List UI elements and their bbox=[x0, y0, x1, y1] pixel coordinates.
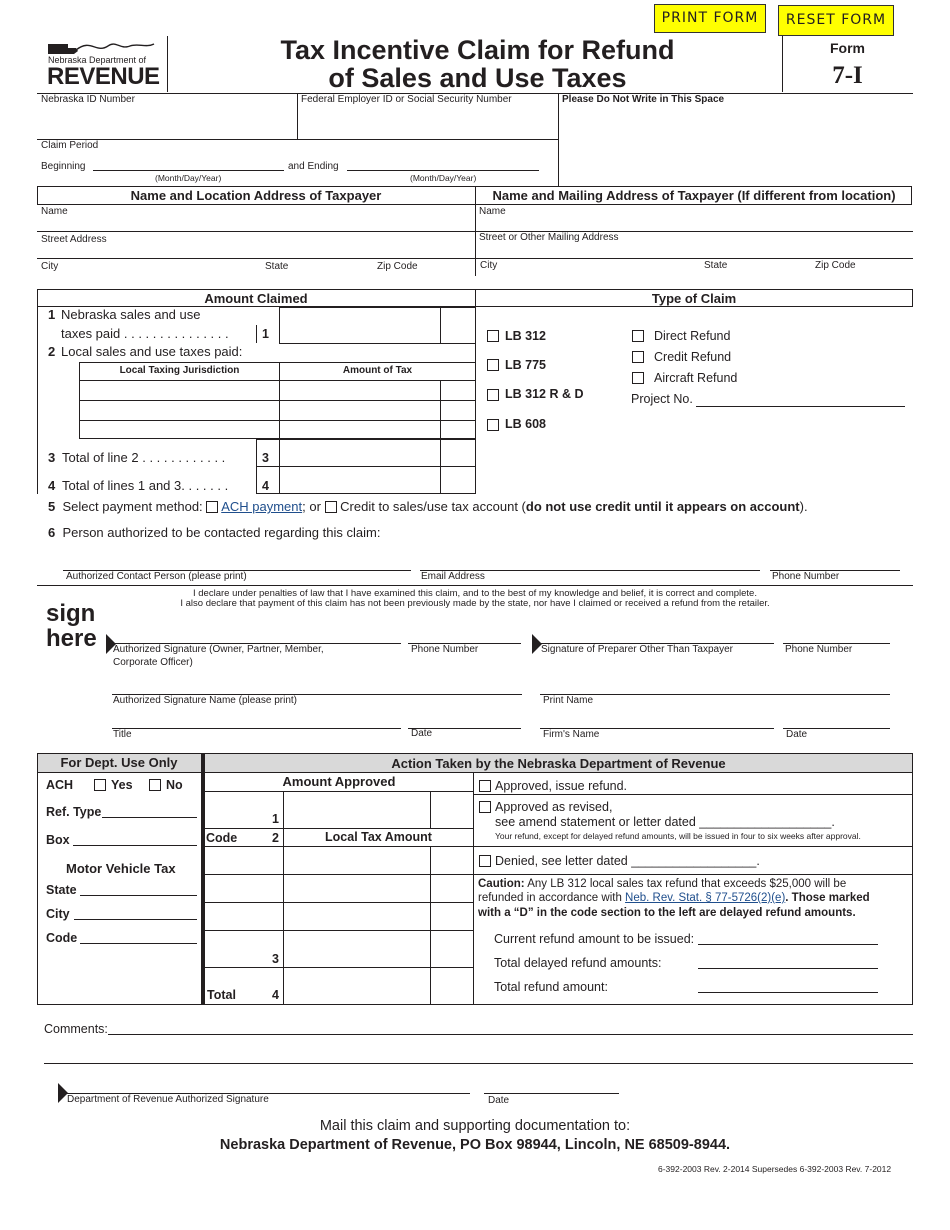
auth-sig-label: Authorized Signature (Owner, Partner, Member, bbox=[113, 644, 324, 655]
lb775-label: LB 775 bbox=[505, 358, 546, 372]
col-amount-header: Amount of Tax bbox=[342, 365, 413, 376]
ach-payment-link[interactable]: ACH payment bbox=[221, 499, 303, 514]
fein-label: Federal Employer ID or Social Security Number bbox=[301, 94, 512, 105]
lb608-checkbox[interactable] bbox=[487, 419, 499, 431]
auth-name-label: Authorized Signature Name (please print) bbox=[113, 695, 297, 706]
auth-sig-label-cont: Corporate Officer) bbox=[113, 657, 193, 668]
lb608-label: LB 608 bbox=[505, 417, 546, 431]
lb312rd-label: LB 312 R & D bbox=[505, 387, 584, 401]
amount-approved-heading: Amount Approved bbox=[282, 774, 396, 789]
delayed-refund-label: Total delayed refund amounts: bbox=[494, 956, 662, 970]
approved-label: Approved, issue refund. bbox=[495, 779, 628, 793]
mailing-heading: Name and Mailing Address of Taxpayer (If different from location) bbox=[492, 188, 896, 203]
mailing-name-label: Name bbox=[479, 206, 506, 217]
approved-line1-number: 1 bbox=[272, 812, 279, 826]
here-text: here bbox=[46, 625, 97, 652]
mvt-city-field[interactable] bbox=[74, 919, 197, 920]
current-refund-label: Current refund amount to be issued: bbox=[494, 932, 695, 946]
approved-line2-number: 2 bbox=[272, 831, 279, 845]
line5: 5 Select payment method: ACH payment; or Credit to sales/use tax account (do not use credit until it appears on account). bbox=[48, 499, 808, 514]
approved-line4-number: 4 bbox=[272, 988, 279, 1002]
amount-claimed-heading: Amount Claimed bbox=[204, 291, 308, 306]
declaration-line1: I declare under penalties of law that I have examined this claim, and to the best of my knowledge and belief, it is correct and complete. bbox=[193, 588, 757, 599]
mdy-hint-2: (Month/Day/Year) bbox=[410, 173, 477, 183]
aircraft-refund-checkbox[interactable] bbox=[632, 372, 644, 384]
jurisdiction-row-2[interactable] bbox=[80, 401, 278, 419]
mvt-state-label: State bbox=[46, 883, 77, 897]
mvt-code-label: Code bbox=[46, 931, 78, 945]
credit-refund-label: Credit Refund bbox=[654, 350, 732, 364]
revision-note: 6-392-2003 Rev. 2-2014 Supersedes 6-392-2003 Rev. 7-2012 bbox=[658, 1164, 892, 1174]
contact-phone-label: Phone Number bbox=[772, 571, 840, 582]
total-label: Total bbox=[207, 988, 236, 1002]
print-form-button[interactable]: PRINT FORM bbox=[654, 4, 766, 33]
approved-revised-label: Approved as revised, bbox=[495, 800, 613, 814]
line1-label: Nebraska sales and use bbox=[61, 307, 201, 322]
form-number: 7-I bbox=[832, 62, 863, 89]
dept-date-label: Date bbox=[488, 1095, 510, 1106]
beginning-date-field[interactable] bbox=[93, 170, 284, 171]
line2-number: 2 bbox=[48, 344, 56, 359]
location-state-label: State bbox=[265, 261, 289, 272]
lb775-checkbox[interactable] bbox=[487, 359, 499, 371]
col-jurisdiction-header: Local Taxing Jurisdiction bbox=[119, 365, 240, 376]
ref-type-field[interactable] bbox=[102, 817, 197, 818]
credit-refund-checkbox[interactable] bbox=[632, 351, 644, 363]
print-name-label: Print Name bbox=[543, 695, 594, 706]
aircraft-refund-label: Aircraft Refund bbox=[654, 371, 738, 385]
mvt-city-label: City bbox=[46, 907, 70, 921]
form-label: Form bbox=[830, 40, 865, 56]
location-name-label: Name bbox=[41, 206, 68, 217]
caution-text: Any LB 312 local sales tax refund that exceeds $25,000 will be bbox=[527, 878, 847, 890]
location-street-label: Street Address bbox=[41, 234, 107, 245]
current-refund-field[interactable] bbox=[698, 944, 878, 945]
line4-label: Total of lines 1 and 3. . . . . . . bbox=[62, 478, 229, 493]
line4-number: 4 bbox=[48, 478, 56, 493]
dept-ach-label: ACH bbox=[46, 778, 74, 792]
mdy-hint-1: (Month/Day/Year) bbox=[155, 173, 222, 183]
direct-refund-checkbox[interactable] bbox=[632, 330, 644, 342]
statute-link[interactable]: Neb. Rev. Stat. § 77-5726(2)(e) bbox=[625, 892, 786, 904]
mvt-code-field[interactable] bbox=[80, 943, 197, 944]
ref-type-label: Ref. Type bbox=[46, 805, 102, 819]
comments-field[interactable] bbox=[108, 1034, 913, 1035]
caution-text-3: . Those marked bbox=[785, 892, 870, 904]
line1-amount-field[interactable] bbox=[279, 307, 476, 344]
location-city-label: City bbox=[41, 261, 59, 272]
dept-signature-label: Department of Revenue Authorized Signature bbox=[67, 1094, 269, 1105]
preparer-date-label: Date bbox=[786, 729, 808, 740]
mailing-city-label: City bbox=[480, 260, 498, 271]
line6: 6 Person authorized to be contacted regarding this claim: bbox=[48, 525, 381, 540]
mail-instructions: Mail this claim and supporting documentation to: bbox=[319, 1118, 631, 1134]
project-no-field[interactable] bbox=[696, 406, 905, 407]
lb312-label: LB 312 bbox=[505, 329, 546, 343]
no-write-label: Please Do Not Write in This Space bbox=[562, 94, 725, 105]
dept-date-field[interactable] bbox=[484, 1093, 619, 1094]
form-title-line2: of Sales and Use Taxes bbox=[328, 63, 627, 93]
code-label: Code bbox=[206, 831, 238, 845]
total-refund-label: Total refund amount: bbox=[494, 980, 608, 994]
caution-label: Caution: bbox=[478, 878, 525, 890]
ach-yes-label: Yes bbox=[111, 778, 133, 792]
line1-box-number: 1 bbox=[262, 327, 269, 341]
sign-text: sign bbox=[46, 600, 96, 627]
line3-label: Total of line 2 . . . . . . . . . . . . bbox=[62, 450, 226, 465]
revenue-logo bbox=[46, 40, 158, 92]
lb312-checkbox[interactable] bbox=[487, 330, 499, 342]
total-refund-field[interactable] bbox=[698, 992, 878, 993]
caution-text-2: refunded in accordance with bbox=[478, 892, 622, 904]
line1-number: 1 bbox=[48, 307, 56, 322]
email-label: Email Address bbox=[421, 571, 485, 582]
mvt-state-field[interactable] bbox=[80, 895, 197, 896]
delayed-refund-field[interactable] bbox=[698, 968, 878, 969]
line4-box-number: 4 bbox=[262, 479, 269, 493]
dept-use-heading: For Dept. Use Only bbox=[60, 755, 178, 770]
revised-note: Your refund, except for delayed refund amounts, will be issued in four to six weeks after approval. bbox=[495, 831, 861, 841]
ne-id-label: Nebraska ID Number bbox=[41, 94, 135, 105]
signer-date-label: Date bbox=[411, 728, 433, 739]
logo-revenue-text: REVENUE bbox=[47, 63, 160, 90]
lb312rd-checkbox[interactable] bbox=[487, 389, 499, 401]
claim-period-label: Claim Period bbox=[41, 140, 99, 151]
box-label: Box bbox=[46, 833, 70, 847]
mailing-street-label: Street or Other Mailing Address bbox=[479, 232, 619, 243]
direct-refund-label: Direct Refund bbox=[654, 329, 731, 343]
type-of-claim-heading: Type of Claim bbox=[651, 291, 737, 306]
box-field[interactable] bbox=[73, 845, 197, 846]
contact-person-label: Authorized Contact Person (please print) bbox=[66, 571, 247, 582]
ach-no-checkbox[interactable] bbox=[149, 779, 161, 791]
jurisdiction-row-3[interactable] bbox=[80, 421, 278, 438]
declaration-line2: I also declare that payment of this claim has not been previously made by the state, nor have I claimed or received a refund from the retailer. bbox=[180, 598, 770, 609]
approved-revised-label-cont: see amend statement or letter dated ___________________. bbox=[495, 815, 835, 829]
preparer-phone-label: Phone Number bbox=[785, 644, 853, 655]
mailing-state-label: State bbox=[704, 260, 728, 271]
mail-address: Nebraska Department of Revenue, PO Box 98944, Lincoln, NE 68509-8944. bbox=[219, 1137, 731, 1153]
line3-box-number: 3 bbox=[262, 451, 269, 465]
title-label: Title bbox=[113, 729, 132, 740]
beginning-label: Beginning bbox=[41, 161, 86, 172]
caution-text-4: with a “D” in the code section to the left are delayed refund amounts. bbox=[478, 907, 856, 919]
ach-payment-checkbox[interactable] bbox=[206, 501, 218, 513]
title-field[interactable] bbox=[112, 728, 401, 729]
approved-revised-checkbox[interactable] bbox=[479, 801, 491, 813]
ach-no-label: No bbox=[166, 778, 183, 792]
location-heading: Name and Location Address of Taxpayer bbox=[130, 188, 382, 203]
action-heading: Action Taken by the Nebraska Department of Revenue bbox=[391, 756, 726, 771]
preparer-sig-label: Signature of Preparer Other Than Taxpayer bbox=[541, 644, 733, 655]
line2-label: Local sales and use taxes paid: bbox=[61, 344, 243, 359]
denied-checkbox[interactable] bbox=[479, 855, 491, 867]
mailing-zip-label: Zip Code bbox=[815, 260, 856, 271]
firm-name-label: Firm's Name bbox=[543, 729, 600, 740]
motor-vehicle-tax-label: Motor Vehicle Tax bbox=[66, 861, 176, 876]
line3-number: 3 bbox=[48, 450, 56, 465]
approved-line3-number: 3 bbox=[272, 952, 279, 966]
location-zip-label: Zip Code bbox=[377, 261, 418, 272]
reset-form-button[interactable]: RESET FORM bbox=[778, 5, 894, 36]
ending-date-field[interactable] bbox=[347, 170, 539, 171]
logo-dept-text: Nebraska Department of bbox=[48, 55, 147, 65]
approved-checkbox[interactable] bbox=[479, 780, 491, 792]
line1-label-cont: taxes paid . . . . . . . . . . . . . . . bbox=[61, 326, 229, 341]
ach-yes-checkbox[interactable] bbox=[94, 779, 106, 791]
and-ending-label: and Ending bbox=[288, 161, 339, 172]
comments-field-2[interactable] bbox=[44, 1063, 913, 1064]
credit-account-checkbox[interactable] bbox=[325, 501, 337, 513]
jurisdiction-row-1[interactable] bbox=[80, 381, 278, 399]
form-title-line1: Tax Incentive Claim for Refund bbox=[280, 35, 675, 65]
signer-phone-label: Phone Number bbox=[411, 644, 479, 655]
comments-label: Comments: bbox=[44, 1022, 108, 1036]
local-tax-amount-label: Local Tax Amount bbox=[325, 830, 432, 844]
denied-label: Denied, see letter dated __________________. bbox=[495, 854, 760, 868]
project-no-label: Project No. bbox=[631, 392, 693, 406]
